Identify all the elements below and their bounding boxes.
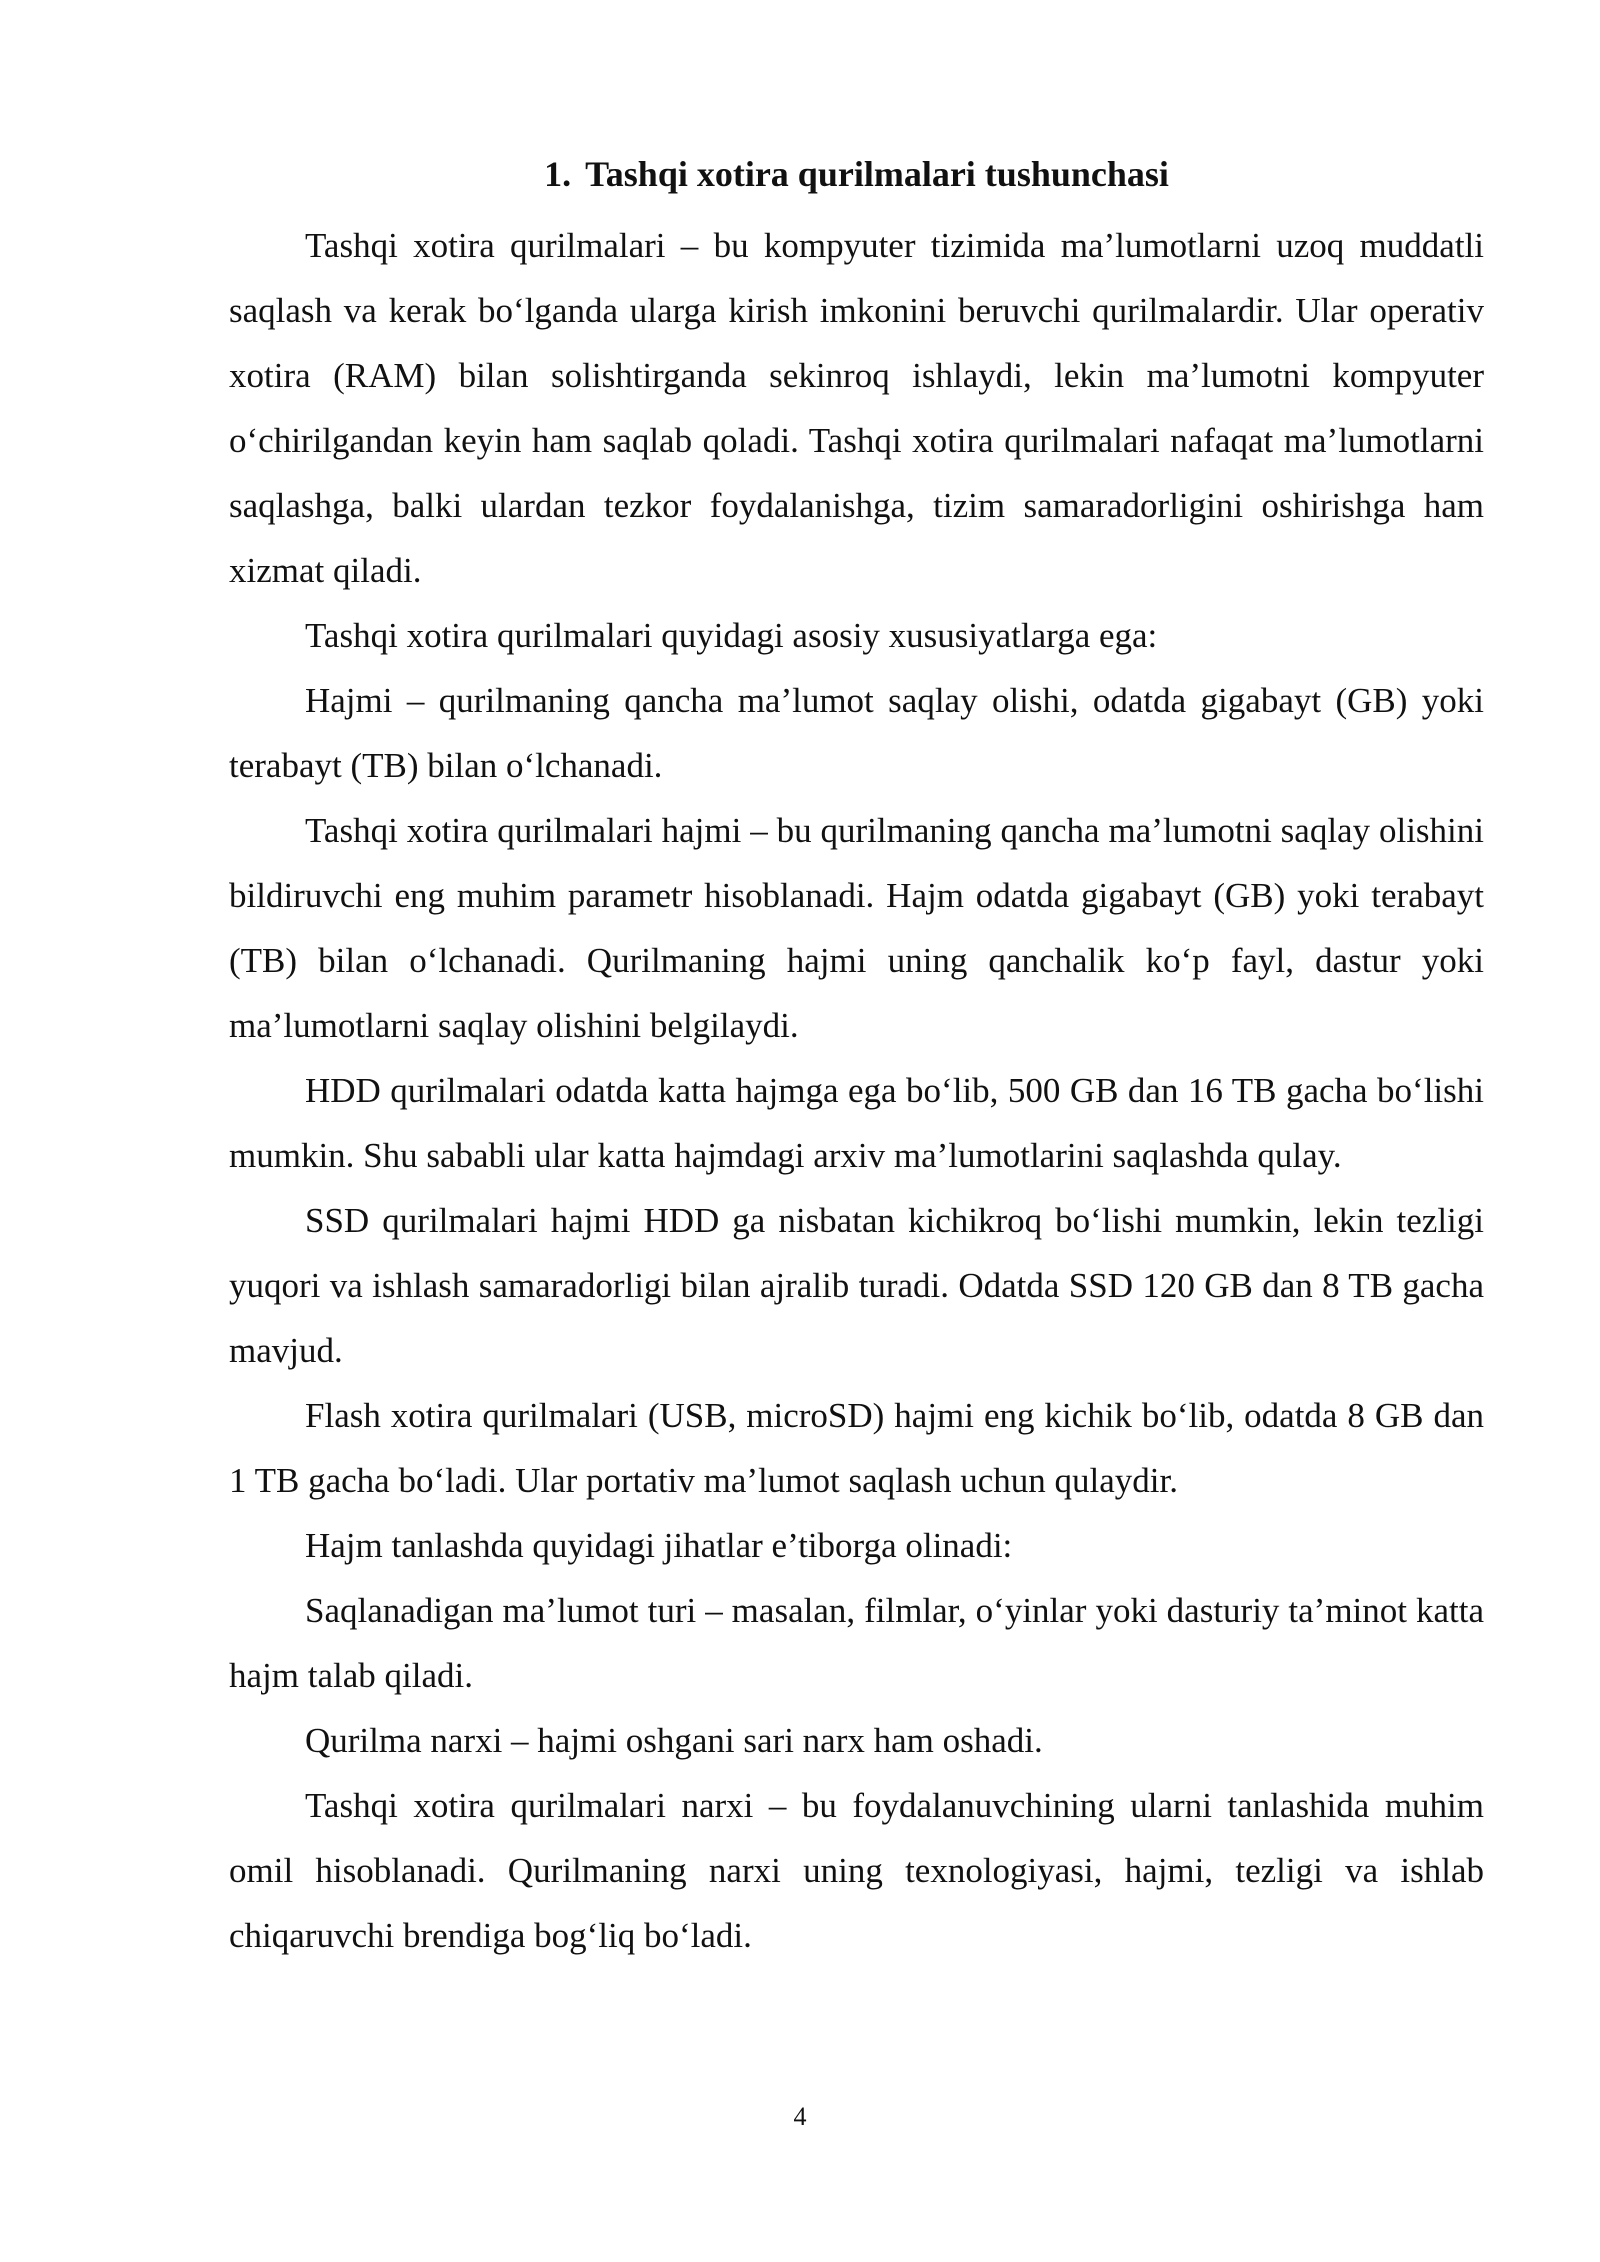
- section-title: Tashqi xotira qurilmalari tushunchasi: [585, 154, 1169, 194]
- paragraph-definition: Tashqi xotira qurilmalari – bu kompyuter tizimida ma’lumotlarni uzoq muddatli saqlash va kerak bo‘lganda ularga kirish imkonini beruvchi qurilmalardir. Ular operativ xotira (RAM) bilan solishtirganda sekinroq ishlaydi, lekin ma’lumotni kompyuter o‘chirilgandan keyin ham saqlab qoladi. Tashqi xotira qurilmalari nafaqat ma’lumotlarni saqlashga, balki ulardan tezkor foydalanishga, tizim samaradorligini oshirishga ham xizmat qiladi.: [229, 226, 1484, 590]
- section-heading: [229, 148, 1484, 201]
- page-content: [229, 148, 1484, 1968]
- paragraph-hdd: HDD qurilmalari odatda katta hajmga ega bo‘lib, 500 GB dan 16 TB gacha bo‘lishi mumkin. Shu sababli ular katta hajmdagi arxiv ma’lumotlarini saqlashda qulay.: [229, 1071, 1484, 1175]
- paragraph-price-detail: Tashqi xotira qurilmalari narxi – bu foydalanuvchining ularni tanlashida muhim omil hisoblanadi. Qurilmaning narxi uning texnologiyasi, hajmi, tezligi va ishlab chiqaruvchi brendiga bog‘liq bo‘ladi.: [229, 1786, 1484, 1955]
- page-number: 4: [793, 2102, 807, 2131]
- section-number: 1.: [544, 154, 572, 194]
- paragraph-features-intro: Tashqi xotira qurilmalari quyidagi asosiy xususiyatlarga ega:: [305, 616, 1158, 655]
- paragraph-selection-intro: Hajm tanlashda quyidagi jihatlar e’tiborga olinadi:: [305, 1526, 1013, 1565]
- paragraph-device-price: Qurilma narxi – hajmi oshgani sari narx ham oshadi.: [305, 1721, 1043, 1760]
- paragraph-data-type: Saqlanadigan ma’lumot turi – masalan, filmlar, o‘yinlar yoki dasturiy ta’minot katta hajm talab qiladi.: [229, 1591, 1484, 1695]
- paragraph-ssd: SSD qurilmalari hajmi HDD ga nisbatan kichikroq bo‘lishi mumkin, lekin tezligi yuqori va ishlash samaradorligi bilan ajralib turadi. Odatda SSD 120 GB dan 8 TB gacha mavjud.: [229, 1201, 1484, 1370]
- paragraph-capacity-detail: Tashqi xotira qurilmalari hajmi – bu qurilmaning qancha ma’lumotni saqlay olishini bildiruvchi eng muhim parametr hisoblanadi. Hajm odatda gigabayt (GB) yoki terabayt (TB) bilan o‘lchanadi. Qurilmaning hajmi uning qanchalik ko‘p fayl, dastur yoki ma’lumotlarni saqlay olishini belgilaydi.: [229, 811, 1484, 1045]
- paragraph-flash: Flash xotira qurilmalari (USB, microSD) hajmi eng kichik bo‘lib, odatda 8 GB dan 1 TB gacha bo‘ladi. Ular portativ ma’lumot saqlash uchun qulaydir.: [229, 1396, 1484, 1500]
- paragraph-capacity: Hajmi – qurilmaning qancha ma’lumot saqlay olishi, odatda gigabayt (GB) yoki terabayt (TB) bilan o‘lchanadi.: [229, 681, 1484, 785]
